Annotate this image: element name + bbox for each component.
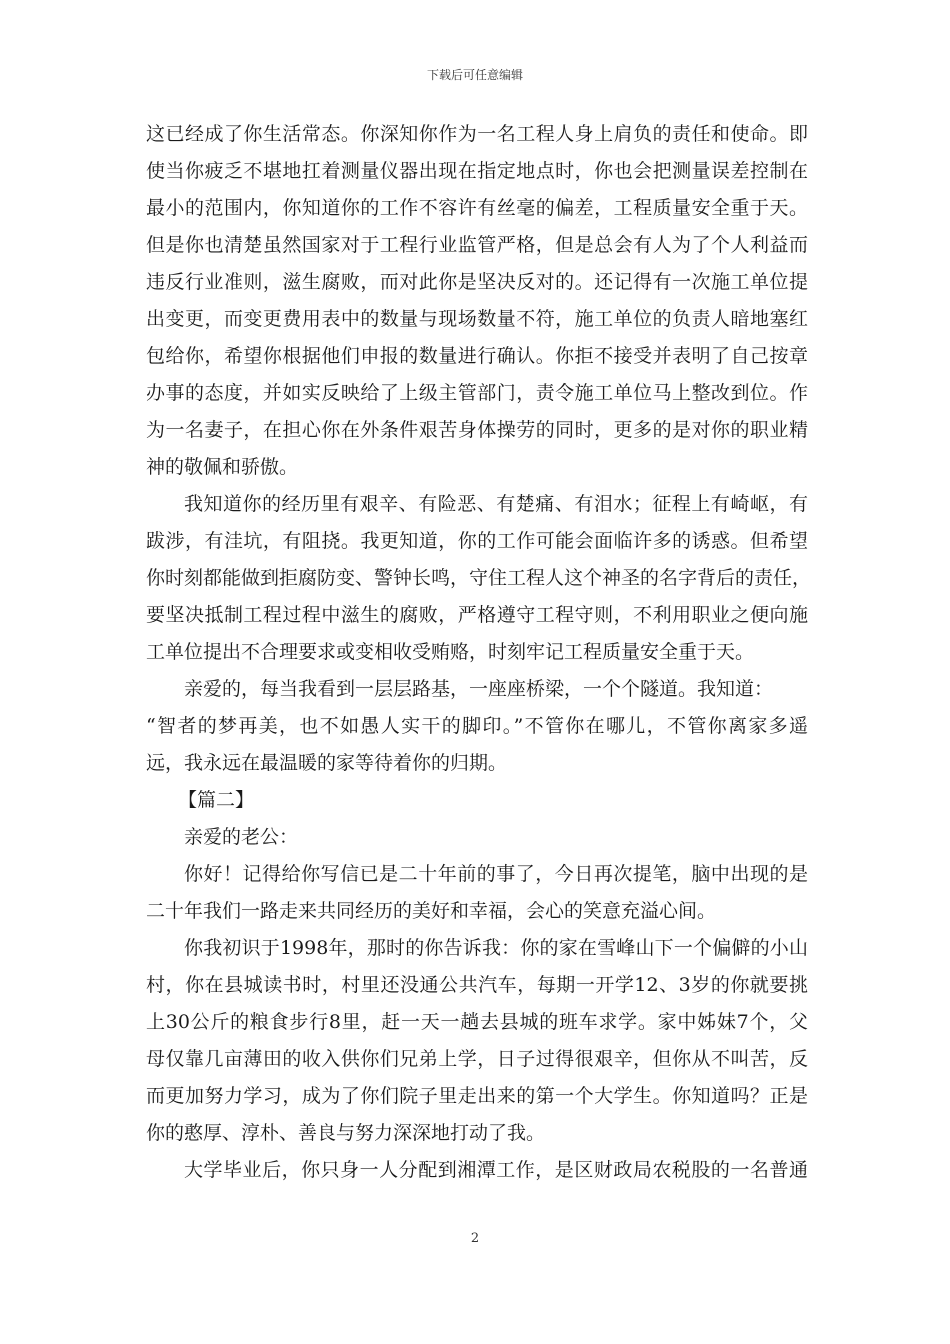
text-line: 大学毕业后，你只身一人分配到湘潭工作，是区财政局农税股的一名普通 (184, 1159, 808, 1181)
text-line: 你的憨厚、淳朴、善良与努力深深地打动了我。 (146, 1122, 546, 1144)
text-line: 但是你也清楚虽然国家对于工程行业监管严格，但是总会有人为了个人利益而 (146, 234, 808, 256)
text-line: “智者的梦再美，也不如愚人实干的脚印。”不管你在哪儿，不管你离家多遥 (146, 715, 808, 737)
page-number: 2 (470, 1231, 480, 1246)
text-line: 最小的范围内，你知道你的工作不容许有丝毫的偏差，工程质量安全重于天。 (146, 197, 808, 219)
paragraph (146, 1152, 808, 1189)
paragraph (146, 116, 808, 486)
text-line: 违反行业准则，滋生腐败，而对此你是坚决反对的。还记得有一次施工单位提 (146, 271, 808, 293)
text-line: 使当你疲乏不堪地扛着测量仪器出现在指定地点时，你也会把测量误差控制在 (146, 160, 808, 182)
text-line: 神的敬佩和骄傲。 (146, 456, 299, 478)
text-line: 亲爱的，每当我看到一层层路基，一座座桥梁，一个个隧道。我知道： (184, 678, 774, 700)
text-line: 村，你在县城读书时，村里还没通公共汽车，每期一开学12、3岁的你就要挑 (146, 974, 808, 996)
text-line: 你好！记得给你写信已是二十年前的事了，今日再次提笔，脑中出现的是 (184, 863, 808, 885)
page-header: 下载后可任意编辑 (426, 68, 523, 82)
text-line: 跋涉，有洼坑，有阻挠。我更知道，你的工作可能会面临许多的诱惑。但希望 (146, 530, 808, 552)
text-line: 而更加努力学习，成为了你们院子里走出来的第一个大学生。你知道吗？正是 (146, 1085, 808, 1107)
text-line: 出变更，而变更费用表中的数量与现场数量不符，施工单位的负责人暗地塞红 (146, 308, 808, 330)
paragraph (146, 486, 812, 671)
text-line: 这已经成了你生活常态。你深知你作为一名工程人身上肩负的责任和使命。即 (146, 123, 808, 145)
paragraph (146, 671, 808, 782)
text-line: 上30公斤的粮食步行8里，赶一天一趟去县城的班车求学。家中姊妹7个，父 (146, 1011, 808, 1033)
text-line: 包给你，希望你根据他们申报的数量进行确认。你拒不接受并表明了自己按章 (146, 345, 808, 367)
text-line: 二十年我们一路走来共同经历的美好和幸福，会心的笑意充溢心间。 (146, 900, 717, 922)
section-heading: 【篇二】 (178, 789, 255, 811)
document-body (146, 116, 812, 1189)
text-line: 办事的态度，并如实反映给了上级主管部门，责令施工单位马上整改到位。作 (146, 382, 808, 404)
salutation: 亲爱的老公： (184, 826, 299, 848)
text-line: 母仅靠几亩薄田的收入供你们兄弟上学，日子过得很艰辛，但你从不叫苦，反 (146, 1048, 808, 1070)
paragraph (146, 856, 808, 930)
text-line: 我知道你的经历里有艰辛、有险恶、有楚痛、有泪水；征程上有崎岖，有 (184, 493, 808, 515)
text-line: 工单位提出不合理要求或变相收受贿赂，时刻牢记工程质量安全重于天。 (146, 641, 755, 663)
paragraph (146, 930, 808, 1152)
text-line: 远，我永远在最温暖的家等待着你的归期。 (146, 752, 508, 774)
text-line: 你时刻都能做到拒腐防变、警钟长鸣，守住工程人这个神圣的名字背后的责任， (146, 567, 812, 589)
text-line: 你我初识于1998年，那时的你告诉我：你的家在雪峰山下一个偏僻的小山 (184, 937, 808, 959)
text-line: 要坚决抵制工程过程中滋生的腐败，严格遵守工程守则，不利用职业之便向施 (146, 604, 808, 626)
text-line: 为一名妻子，在担心你在外条件艰苦身体操劳的同时，更多的是对你的职业精 (146, 419, 808, 441)
